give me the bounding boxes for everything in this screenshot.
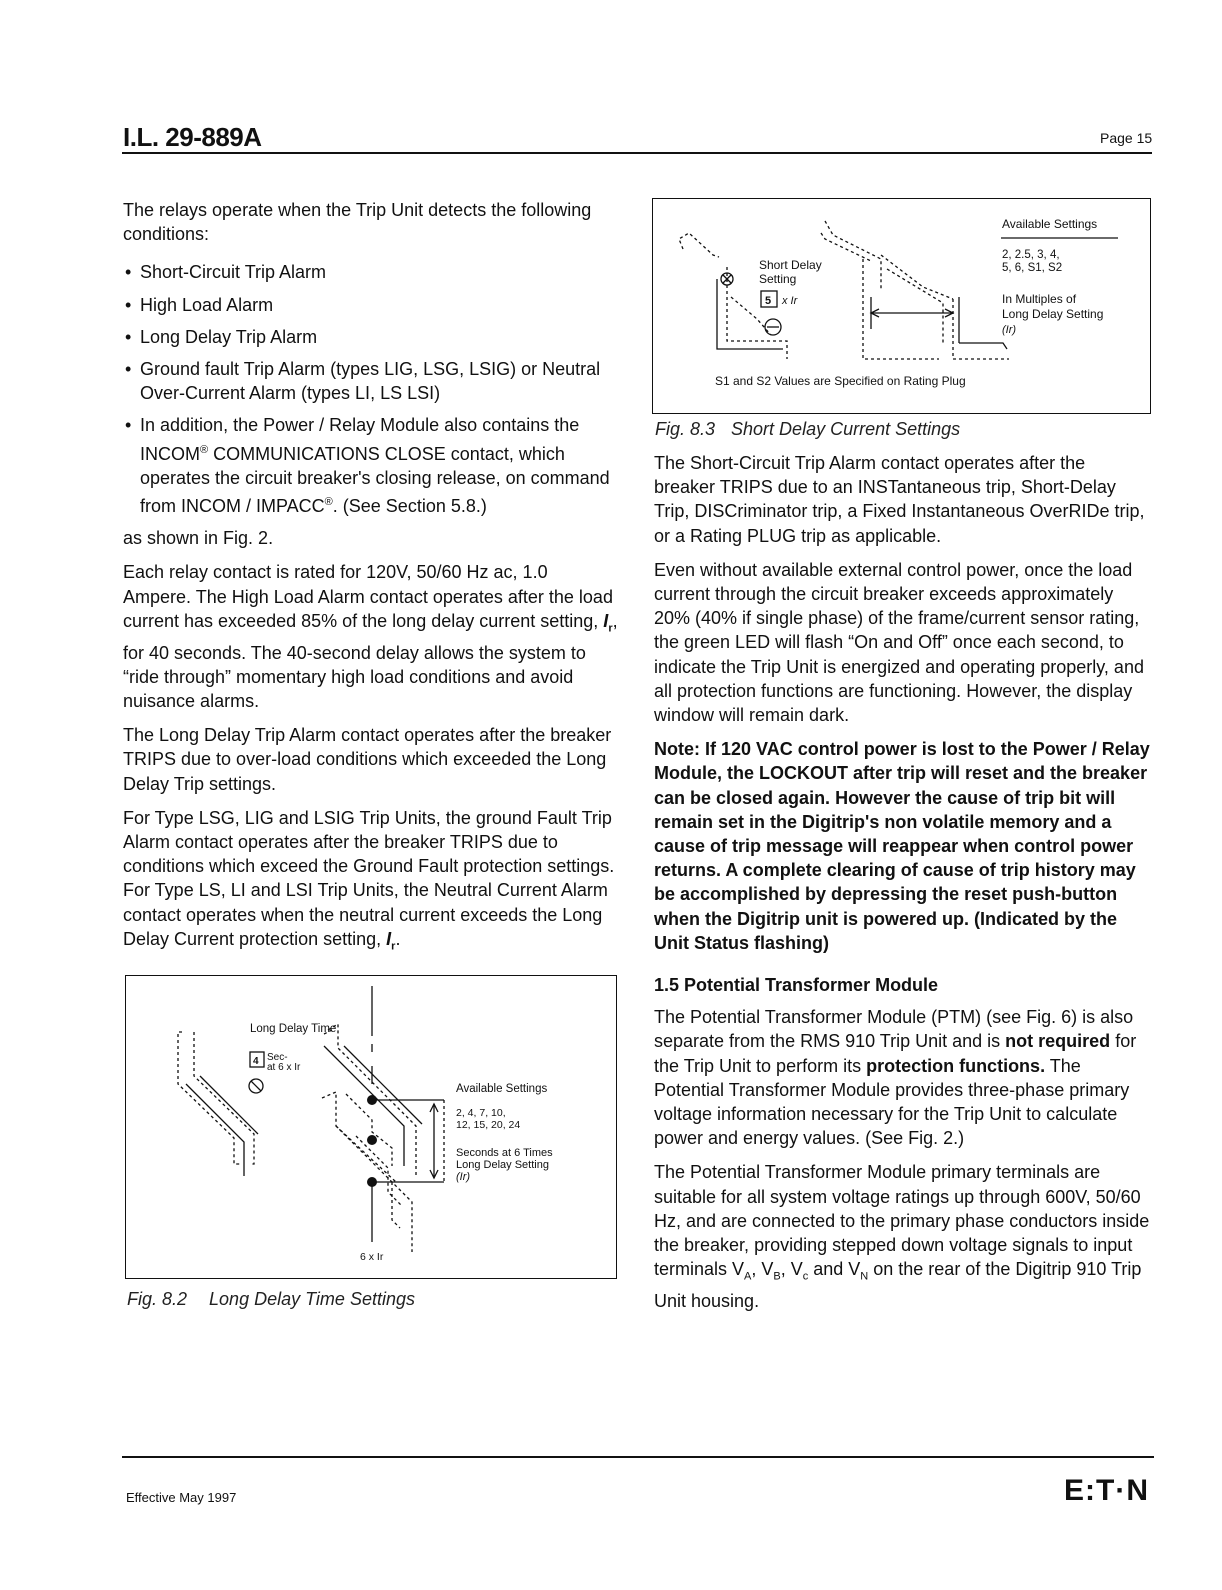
caption-number: Fig. 8.2	[127, 1289, 188, 1309]
curve-point-top	[367, 1095, 377, 1105]
section-heading: 1.5 Potential Transformer Module	[654, 975, 939, 996]
left-solid-band	[186, 1084, 244, 1176]
ir-subscript: r	[608, 622, 613, 635]
ptm-terminals-paragraph	[654, 1160, 1151, 1313]
control-power-note: Note: If 120 VAC control power is lost to the Power / Relay Module, the LOCKOUT after trip will reset and the breaker can be closed again. However the cause of trip bit will remain set in the Digitrip's non volatile memory and a cause of trip message will reappear when control power returns. A complete clearing of cause of trip history may be accomplished by depressing the reset push-button when the Digitrip unit is powered up. (Indicated by the Unit Status flashing)	[654, 739, 1150, 953]
multiples-line-2: Long Delay Setting	[1002, 307, 1104, 321]
axis-label: 6 x Ir	[360, 1251, 384, 1263]
curve-point-bottom	[367, 1177, 377, 1187]
available-settings-label: Available Settings	[1002, 217, 1098, 231]
seconds-desc-3: (Ir)	[456, 1171, 471, 1183]
effective-date: Effective May 1997	[126, 1490, 237, 1505]
middle-dashed-curve	[346, 1094, 392, 1166]
caption-text: Short Delay Current Settings	[731, 419, 961, 439]
paragraph-text: The Potential Transformer Module primary terminals are suitable for all system voltage ratings up through 600V, 50/60 Hz, and are connected to the primary phase conductors inside the breaker, providing stepped down voltage signals to input terminals V	[654, 1162, 1150, 1280]
paragraph-text: , V	[780, 1259, 803, 1280]
emphasis-text: protection functions.	[866, 1055, 1046, 1076]
figure-8-2-caption	[127, 1289, 415, 1310]
footer-rule	[122, 1456, 1154, 1458]
page-number: Page 15	[1100, 130, 1153, 146]
led-paragraph: Even without available external control power, once the load current through the circuit breaker exceeds approximately 20% (40% if single phase) of the frame/current sensor rating, the green LED will flash “On and Off” once each second, to indicate the Trip Unit is energized and operating properly, and all protection functions are functioning. However, the display window will remain dark.	[654, 559, 1144, 726]
emphasis-text: not required	[1005, 1031, 1111, 1052]
settings-values-2: 12, 15, 20, 24	[456, 1119, 521, 1131]
right-dashed-diagonal	[336, 1126, 396, 1182]
ir-subscript: r	[391, 940, 396, 953]
middle-dashed-diagonal	[881, 255, 953, 299]
paragraph-text: For Type LSG, LIG and LSIG Trip Units, the ground Fault Trip Alarm contact operates after the breaker TRIPS due to conditions which exceed the Ground Fault protection settings. For Type LS, LI and LSI Trip Units, the Neutral Current Alarm contact operates when the neutral current exceeds the Long Delay Current protection setting,	[123, 807, 615, 949]
terminal-subscript: c	[802, 1270, 809, 1283]
left-dashed-curve	[178, 1032, 240, 1164]
alarm-list	[123, 260, 618, 518]
main-curve-upper-2	[344, 1046, 422, 1124]
paragraph-text: , for 40 seconds. The 40-second delay allows the system to “ride through” momentary high load conditions and avoid nuisance alarms.	[123, 610, 618, 712]
upper-dashed-curve-2	[821, 233, 871, 261]
left-column	[123, 198, 618, 969]
setting-label: Setting	[759, 272, 797, 286]
at-label: at 6 x Ir	[267, 1062, 301, 1073]
paragraph-text: Each relay contact is rated for 120V, 50/60 Hz ac, 1.0 Ampere. The High Load Alarm contact operates after the load current has exceeded 85% of the long delay current setting,	[123, 562, 613, 631]
available-settings-label: Available Settings	[456, 1083, 548, 1095]
list-item	[123, 413, 618, 518]
list-item: • Short-Circuit Trip Alarm	[123, 260, 618, 284]
no-setting-slash	[251, 1081, 261, 1091]
paragraph-text: and V	[808, 1259, 861, 1280]
list-item: • Long Delay Trip Alarm	[123, 325, 618, 349]
settings-values-2: 5, 6, S1, S2	[1002, 262, 1063, 274]
settings-values-1: 2, 2.5, 3, 4,	[1002, 249, 1060, 261]
registered-mark: ®	[324, 496, 333, 509]
short-delay-label: Short Delay	[759, 258, 822, 272]
caption-number: Fig. 8.3	[655, 419, 716, 439]
ir-symbol: I	[603, 610, 609, 631]
paragraph-text: The Potential Transformer Module provides three-phase primary voltage information necessary for the Trip Unit to calculate power and energy values. (See Fig. 2.)	[654, 1055, 1130, 1149]
paragraph-text: The Potential Transformer Module (PTM) (see Fig. 6) is also separate from the RMS 910 Trip Unit and is	[654, 1007, 1134, 1052]
upper-dashed-curve	[825, 221, 881, 289]
paragraph-text: for the Trip Unit to perform its	[654, 1031, 1137, 1076]
terminal-subscript: B	[773, 1270, 781, 1283]
multiples-line-3: (Ir)	[1002, 324, 1017, 336]
bullet-text: In addition, the Power / Relay Module also contains the INCOM	[140, 415, 580, 464]
middle-dashed-vertical	[863, 259, 939, 359]
ground-fault-paragraph	[123, 806, 618, 959]
relay-rating-paragraph	[123, 560, 618, 713]
figure-8-2	[125, 975, 617, 1279]
long-delay-time-diagram	[126, 976, 616, 1278]
ptm-paragraph	[654, 1005, 1151, 1150]
list-item: • Ground fault Trip Alarm (types LIG, LSG, LSIG) or Neutral Over-Current Alarm (types LI, LS LSI)	[123, 357, 618, 405]
figure-8-3	[652, 198, 1151, 414]
curve-point-middle	[367, 1135, 377, 1145]
terminal-subscript: N	[860, 1270, 869, 1283]
document-id: I.L. 29-889A	[123, 122, 262, 152]
ir-symbol: I	[386, 928, 392, 949]
paragraph-text: .	[395, 928, 401, 949]
figure-8-3-caption	[655, 419, 960, 440]
caption-text: Long Delay Time Settings	[209, 1289, 415, 1309]
terminal-subscript: A	[744, 1270, 752, 1283]
long-delay-label: Long Delay Time	[250, 1023, 337, 1035]
setting-box-value: 5	[765, 295, 772, 307]
right-column	[654, 451, 1151, 1323]
right-solid-bottom	[959, 343, 1007, 349]
seconds-desc-2: Long Delay Setting	[456, 1159, 549, 1171]
rating-plug-footnote: S1 and S2 Values are Specified on Rating Plug	[715, 374, 966, 388]
intro-paragraph: The relays operate when the Trip Unit detects the following conditions:	[123, 200, 592, 245]
as-shown-text: as shown in Fig. 2.	[123, 528, 274, 549]
left-solid-curve	[717, 279, 783, 349]
seconds-desc-1: Seconds at 6 Times	[456, 1147, 553, 1159]
bullet-text: COMMUNICATIONS CLOSE contact, which operates the circuit breaker's closing release, on command from INCOM / IMPACC	[140, 443, 610, 517]
setting-box-value: 4	[253, 1056, 259, 1067]
multiples-line-1: In Multiples of	[1002, 292, 1077, 306]
header-rule	[122, 152, 1152, 154]
short-delay-current-diagram	[653, 199, 1150, 413]
paragraph-text: , V	[751, 1259, 774, 1280]
registered-mark: ®	[200, 443, 209, 456]
sec-label: Sec-	[267, 1052, 288, 1063]
left-dashed-curve	[679, 233, 719, 257]
left-dashed-curve-inner	[194, 1032, 254, 1164]
list-item: • High Load Alarm	[123, 293, 618, 317]
lower-dashed-curve	[356, 1136, 402, 1206]
right-dashed-envelope-2	[322, 1092, 412, 1252]
short-circuit-paragraph: The Short-Circuit Trip Alarm contact operates after the breaker TRIPS due to an INSTantaneous trip, Short-Delay Trip, DISCriminator trip, a Fixed Instantaneous OverRIDe trip, or a Rating PLUG trip as applicable.	[654, 453, 1145, 546]
bullet-text: . (See Section 5.8.)	[332, 496, 487, 517]
right-dashed-bottom	[953, 299, 1009, 359]
long-delay-alarm-paragraph: The Long Delay Trip Alarm contact operates after the breaker TRIPS due to over-load conditions which exceeded the Long Delay Trip settings.	[123, 725, 612, 794]
multiplier-label: x Ir	[782, 295, 798, 307]
settings-values-1: 2, 4, 7, 10,	[456, 1107, 506, 1119]
eaton-logo: E:T·N	[1064, 1474, 1149, 1507]
paragraph-text: on the rear of the Digitrip 910 Trip Unit housing.	[654, 1259, 1142, 1312]
